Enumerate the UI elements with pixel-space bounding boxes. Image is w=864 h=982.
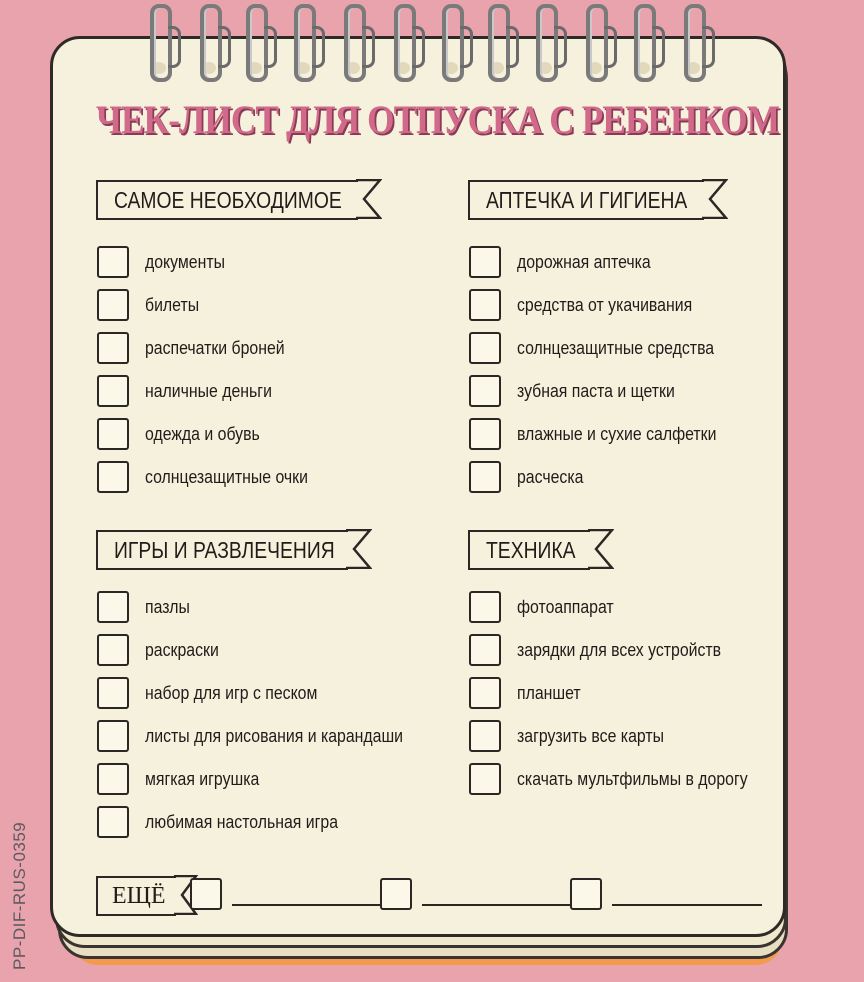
checklist-item[interactable]	[469, 373, 696, 409]
section-heading-first-aid	[468, 180, 704, 220]
more-heading	[96, 876, 176, 916]
checkbox[interactable]	[469, 677, 501, 709]
item-label: зубная паста и щетки	[517, 380, 675, 401]
item-label: билеты	[145, 294, 200, 315]
ribbon-notch-icon	[356, 179, 382, 219]
more-entry[interactable]	[570, 878, 762, 910]
checklist-item[interactable]	[97, 632, 229, 668]
checkbox[interactable]	[380, 878, 412, 910]
binding-ring	[294, 4, 316, 82]
checklist-item[interactable]	[97, 459, 330, 495]
write-in-line[interactable]	[232, 904, 382, 906]
checklist-item[interactable]	[97, 804, 364, 840]
checkbox[interactable]	[469, 332, 501, 364]
checkbox[interactable]	[97, 418, 129, 450]
item-label: листы для рисования и карандаши	[145, 725, 404, 746]
item-label: наличные деньги	[145, 380, 272, 401]
item-label: мягкая игрушка	[145, 768, 260, 789]
page-title: ЧЕК-ЛИСТ ДЛЯ ОТПУСКА С РЕБЕНКОМ	[96, 97, 780, 142]
checkbox[interactable]	[97, 332, 129, 364]
checkbox[interactable]	[469, 763, 501, 795]
item-label: любимая настольная игра	[145, 811, 339, 832]
binding-ring	[684, 4, 706, 82]
item-label: документы	[145, 251, 225, 272]
checklist-item[interactable]	[97, 675, 341, 711]
binding-ring	[150, 4, 172, 82]
section-heading-label: АПТЕЧКА И ГИГИЕНА	[486, 186, 688, 213]
checklist-item[interactable]	[97, 416, 275, 452]
item-label: дорожная аптечка	[517, 251, 651, 272]
more-heading-label: ЕЩЁ	[112, 882, 166, 909]
spiral-binding	[0, 0, 864, 90]
checkbox[interactable]	[469, 720, 501, 752]
checklist-item[interactable]	[97, 244, 236, 280]
binding-ring	[344, 4, 366, 82]
checkbox[interactable]	[469, 461, 501, 493]
item-label: загрузить все карты	[517, 725, 664, 746]
item-label: фотоаппарат	[517, 596, 614, 617]
section-heading-essentials	[96, 180, 358, 220]
checklist-item[interactable]	[469, 244, 669, 280]
item-label: планшет	[517, 682, 581, 703]
checklist-item[interactable]	[469, 416, 744, 452]
checklist-item[interactable]	[97, 589, 196, 625]
product-code: PP-DIF-RUS-0359	[10, 821, 29, 970]
checklist-item[interactable]	[97, 373, 289, 409]
checklist-item[interactable]	[469, 632, 749, 668]
binding-ring	[634, 4, 656, 82]
checkbox[interactable]	[97, 806, 129, 838]
item-label: влажные и сухие салфетки	[517, 423, 717, 444]
checklist-item[interactable]	[469, 287, 716, 323]
item-label: пазлы	[145, 596, 190, 617]
checklist-item[interactable]	[97, 287, 206, 323]
checkbox[interactable]	[469, 634, 501, 666]
checklist-item[interactable]	[469, 589, 627, 625]
checkbox[interactable]	[469, 246, 501, 278]
checklist-item[interactable]	[469, 330, 741, 366]
item-label: раскраски	[145, 639, 219, 660]
section-heading-label: ТЕХНИКА	[486, 536, 576, 563]
item-label: солнцезащитные средства	[517, 337, 715, 358]
item-label: расческа	[517, 466, 584, 487]
checkbox[interactable]	[97, 246, 129, 278]
binding-ring	[586, 4, 608, 82]
checkbox[interactable]	[469, 418, 501, 450]
checklist-item[interactable]	[469, 459, 593, 495]
item-label: средства от укачивания	[517, 294, 693, 315]
write-in-line[interactable]	[612, 904, 762, 906]
item-label: одежда и обувь	[145, 423, 260, 444]
section-heading-label: САМОЕ НЕОБХОДИМОЕ	[114, 186, 342, 213]
binding-ring	[394, 4, 416, 82]
section-heading-label: ИГРЫ И РАЗВЛЕЧЕНИЯ	[114, 536, 335, 563]
binding-ring	[488, 4, 510, 82]
section-heading-tech	[468, 530, 590, 570]
checkbox[interactable]	[469, 591, 501, 623]
checkbox[interactable]	[570, 878, 602, 910]
item-label: зарядки для всех устройств	[517, 639, 722, 660]
checkbox[interactable]	[97, 461, 129, 493]
checklist-item[interactable]	[469, 761, 779, 797]
ribbon-notch-icon	[702, 179, 728, 219]
write-in-line[interactable]	[422, 904, 572, 906]
checkbox[interactable]	[97, 677, 129, 709]
checkbox[interactable]	[97, 720, 129, 752]
binding-ring	[246, 4, 268, 82]
checklist-item[interactable]	[469, 718, 684, 754]
binding-ring	[536, 4, 558, 82]
checkbox[interactable]	[97, 289, 129, 321]
checkbox[interactable]	[97, 763, 129, 795]
item-label: скачать мультфильмы в дорогу	[517, 768, 748, 789]
checkbox[interactable]	[97, 591, 129, 623]
checkbox[interactable]	[97, 375, 129, 407]
checkbox[interactable]	[469, 289, 501, 321]
checklist-item[interactable]	[97, 330, 304, 366]
binding-ring	[442, 4, 464, 82]
ribbon-notch-icon	[346, 529, 372, 569]
checkbox[interactable]	[190, 878, 222, 910]
item-label: набор для игр с песком	[145, 682, 318, 703]
more-entry[interactable]	[190, 878, 382, 910]
section-heading-games	[96, 530, 348, 570]
checklist-item[interactable]	[97, 761, 275, 797]
binding-ring	[200, 4, 222, 82]
item-label: распечатки броней	[145, 337, 285, 358]
item-label: солнцезащитные очки	[145, 466, 308, 487]
checklist-item[interactable]	[469, 675, 589, 711]
checkbox[interactable]	[97, 634, 129, 666]
more-entry[interactable]	[380, 878, 572, 910]
ribbon-notch-icon	[588, 529, 614, 569]
checklist-item[interactable]	[97, 718, 438, 754]
checkbox[interactable]	[469, 375, 501, 407]
